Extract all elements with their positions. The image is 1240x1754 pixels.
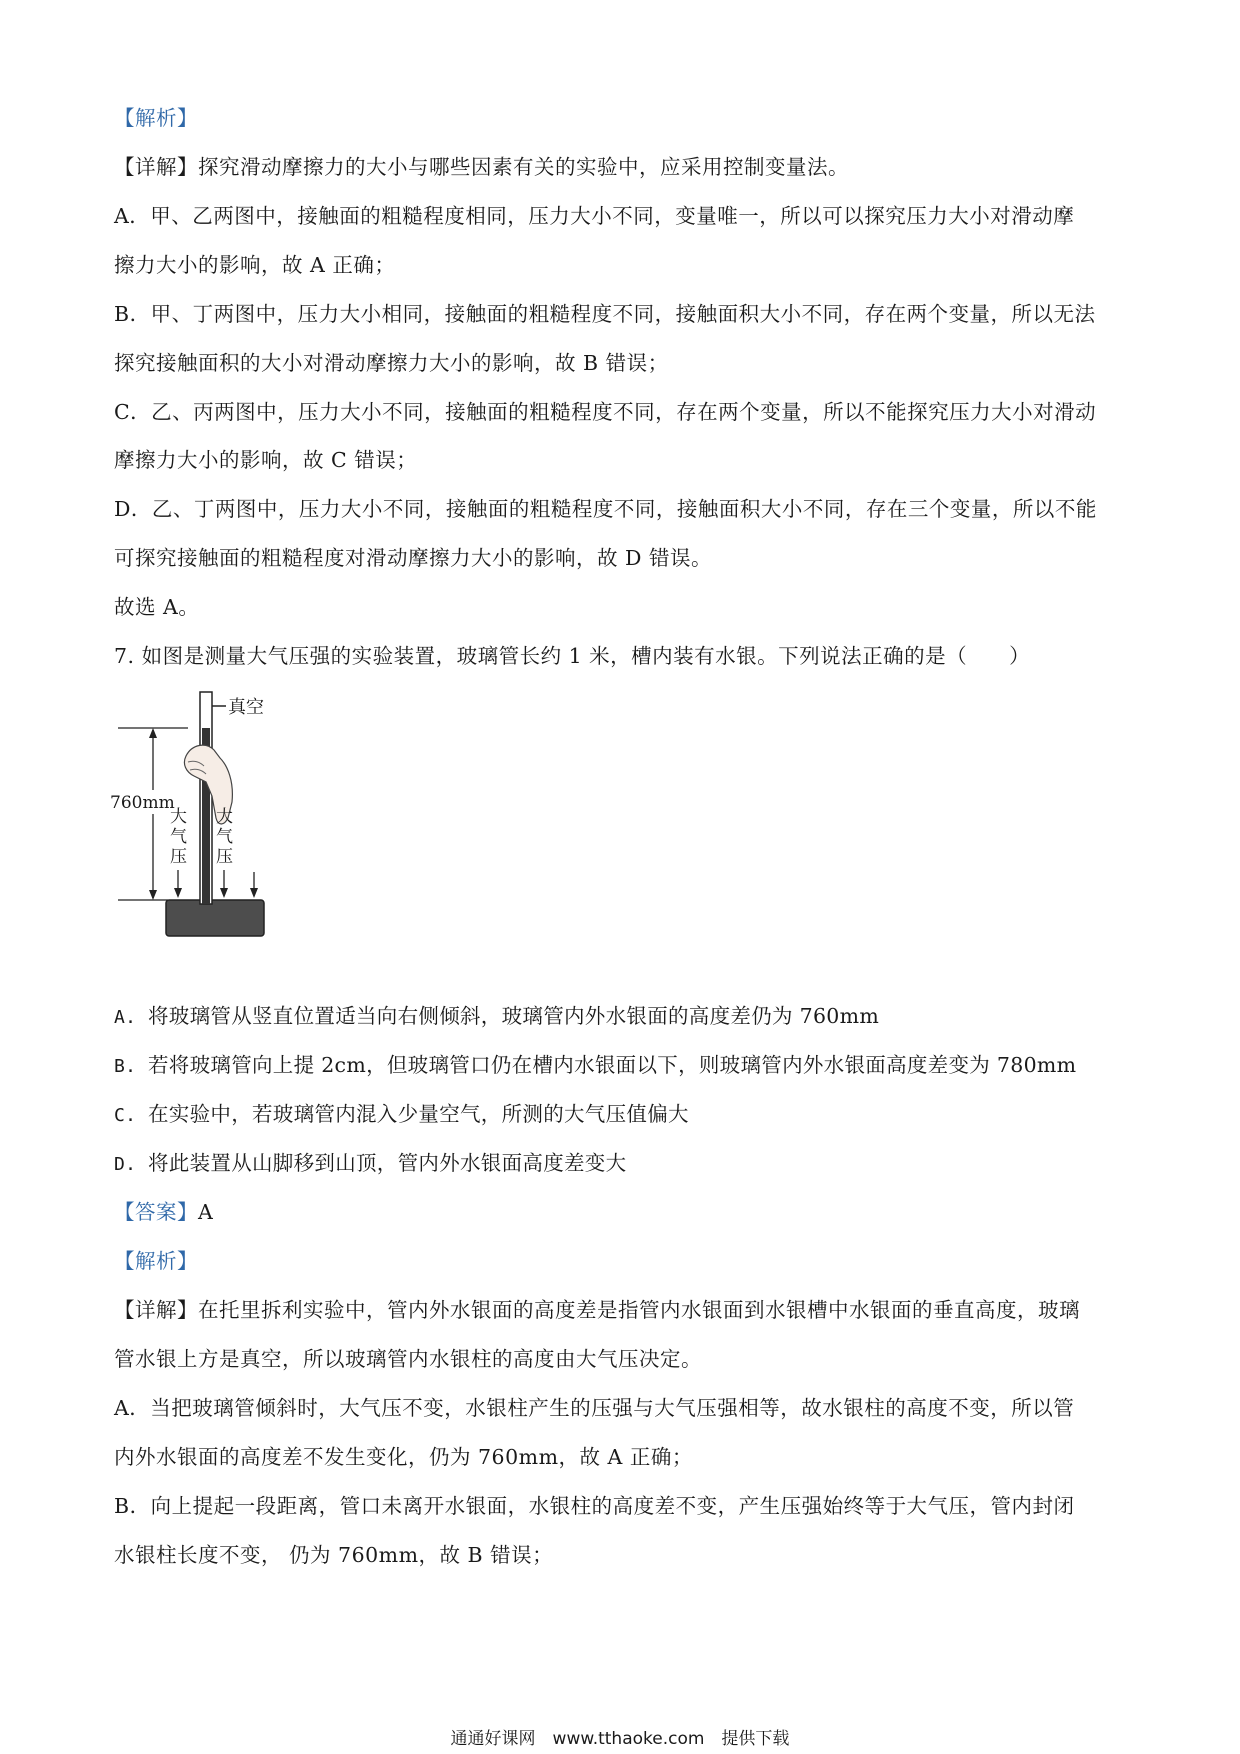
q7-a-explanation-line1: A．当把玻璃管倾斜时，大气压不变，水银柱产生的压强与大气压强相等，故水银柱的高度不变，所以管 (114, 1396, 1075, 1420)
option-b-text: 若将玻璃管向上提 2cm，但玻璃管口仍在槽内水银面以下，则玻璃管内外水银面高度差变为 780mm (148, 1053, 1077, 1077)
option-c-text: 在实验中，若玻璃管内混入少量空气，所测的大气压值偏大 (148, 1102, 689, 1126)
option-a-explanation-line1: A．甲、乙两图中，接触面的粗糙程度相同，压力大小不同，变量唯一，所以可以探究压力大小对滑动摩 (114, 204, 1075, 228)
option-b-explanation-line1: B．甲、丁两图中，压力大小相同，接触面的粗糙程度不同，接触面积大小不同，存在两个变量，所以无法 (114, 302, 1096, 326)
option-a (114, 1002, 879, 1032)
vacuum-label: 真空 (228, 697, 264, 718)
q7-b-explanation-line2: 水银柱长度不变， 仍为 760mm，故 B 错误； (114, 1543, 554, 1567)
answer-value: A (198, 1200, 214, 1224)
option-d-letter: D. (114, 1154, 137, 1175)
detail-line: 【详解】探究滑动摩擦力的大小与哪些因素有关的实验中，应采用控制变量法。 (114, 155, 849, 179)
option-a-letter: A. (114, 1007, 137, 1028)
mercury-trough (166, 900, 264, 936)
option-c-letter: C. (114, 1105, 137, 1126)
option-d (114, 1149, 626, 1179)
pressure-label-left-1: 大 (170, 807, 187, 827)
option-b-letter: B. (114, 1056, 137, 1077)
pressure-label-right-1: 大 (216, 807, 233, 827)
torricelli-diagram (108, 686, 288, 942)
detail-line-q7-1: 【详解】在托里拆利实验中，管内外水银面的高度差是指管内水银面到水银槽中水银面的垂直高度，玻璃 (114, 1298, 1080, 1322)
pressure-label-right-2: 气 (216, 827, 233, 847)
option-b-explanation-line2: 探究接触面积的大小对滑动摩擦力大小的影响，故 B 错误； (114, 351, 669, 375)
pressure-label-right-3: 压 (216, 847, 233, 867)
option-d-text: 将此装置从山脚移到山顶，管内外水银面高度差变大 (148, 1151, 627, 1175)
choice-conclusion: 故选 A。 (114, 595, 200, 619)
option-d-explanation-line1: D．乙、丁两图中，压力大小不同，接触面的粗糙程度不同，接触面积大小不同，存在三个变量，所以不能 (114, 497, 1097, 521)
option-c (114, 1100, 689, 1130)
q7-a-explanation-line2: 内外水银面的高度差不发生变化，仍为 760mm，故 A 正确； (114, 1445, 693, 1469)
pressure-label-left-2: 气 (170, 827, 187, 847)
option-d-explanation-line2: 可探究接触面的粗糙程度对滑动摩擦力大小的影响，故 D 错误。 (114, 546, 712, 570)
option-c-explanation-line2: 摩擦力大小的影响，故 C 错误； (114, 448, 418, 472)
option-c-explanation-line1: C．乙、丙两图中，压力大小不同，接触面的粗糙程度不同，存在两个变量，所以不能探究压力大小对滑动 (114, 400, 1097, 424)
option-a-text: 将玻璃管从竖直位置适当向右侧倾斜，玻璃管内外水银面的高度差仍为 760mm (148, 1004, 880, 1028)
answer-heading: 【答案】 (114, 1200, 198, 1224)
analysis-heading-q7: 【解析】 (114, 1249, 198, 1273)
page-footer: 通通好课网 www.tthaoke.com 提供下载 (450, 1729, 790, 1749)
analysis-heading: 【解析】 (114, 106, 198, 130)
option-b (114, 1051, 1076, 1081)
answer-line (114, 1198, 213, 1226)
detail-line-q7-2: 管水银上方是真空，所以玻璃管内水银柱的高度由大气压决定。 (114, 1347, 702, 1371)
pressure-label-left-3: 压 (170, 847, 187, 867)
option-a-explanation-line2: 擦力大小的影响，故 A 正确； (114, 253, 396, 277)
q7-b-explanation-line1: B．向上提起一段距离，管口未离开水银面，水银柱的高度差不变，产生压强始终等于大气压，管内封闭 (114, 1494, 1075, 1518)
height-label: 760mm (110, 793, 175, 813)
question-stem: 7. 如图是测量大气压强的实验装置，玻璃管长约 1 米，槽内装有水银。下列说法正确的是（ ） (114, 644, 1031, 668)
